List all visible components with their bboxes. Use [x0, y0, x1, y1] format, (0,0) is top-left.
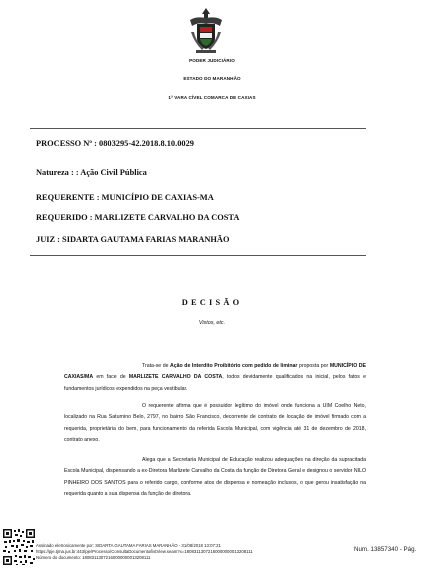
- juiz: JUIZ : SIDARTA GAUTAMA FARIAS MARANHÃO: [36, 235, 230, 244]
- requerido: REQUERIDO : MARLIZETE CARVALHO DA COSTA: [36, 213, 240, 222]
- paragraph-1: Trata-se de Ação de Interdito Proibitório com pedido de liminar proposta por MUNICÍPIO DE CAXIAS/MA em face de MARLIZETE CARVALHO DA COSTA, todos devidamente qualificados na inicial, pelos fatos e fundamentos jurídicos expendidos na peça vestibular.: [64, 363, 367, 392]
- vistos-text: Vistos, etc.: [198, 320, 226, 326]
- document-link[interactable]: https://pje.tjma.jus.br:443/pje/Processo/ConsultaDocumento/listView.seam?x=18083113072160000000013208111: [36, 549, 253, 554]
- paragraph-2: O requerente afirma que é possuidor legítimo do imóvel onde funciona a UIM Coelho Neto, localizado na Rua Saturnino Belo, 2797, no bairro São Francisco, decorrente de contrato de locação de imóvel firmado com a requerida, proprietária do bem, para funcionamento da referida Escola Municipal, com vigência até 31 de dezembro de 2018, contrato anexo.: [64, 403, 366, 444]
- divider: [30, 128, 366, 129]
- decision-title: DECISÃO: [181, 298, 243, 307]
- document-number: Número do documento: 18083113072160000000013208111: [36, 555, 151, 560]
- paragraph-3: Alega que a Secretaria Municipal de Educação realizou adequações na direção da supracitada Escola Municipal, dispensando a ex-Diretora Marlizete Carvalho da Costa da função de Diretora Geral e designou o servidor NILO PINHEIRO DOS SANTOS para o referido cargo, conforme atos de dispensa e nomeação inclusos, o que gerou insatisfação na requerida quanto a sua dispensa da função de diretora.: [64, 457, 366, 498]
- qr-code-icon: [2, 528, 36, 566]
- page-number: Num. 13857340 - Pág.: [354, 546, 417, 553]
- natureza: Natureza : : Ação Civil Pública: [36, 168, 147, 177]
- coat-of-arms-icon: [186, 6, 226, 54]
- header-vara: 1ª VARA CÍVEL COMARCA DE CAXIAS: [168, 95, 256, 100]
- header-estado: ESTADO DO MARANHÃO: [183, 76, 241, 81]
- header-poder-judiciario: PODER JUDICIÁRIO: [189, 58, 235, 63]
- processo-number: PROCESSO Nº : 0803295-42.2018.8.10.0029: [36, 139, 194, 148]
- requerente: REQUERENTE : MUNICÍPIO DE CAXIAS-MA: [36, 193, 214, 202]
- signature-line: Assinado eletronicamente por: SIDARTA GAUTAMA FARIAS MARANHÃO - 31/08/2018 13:07:21: [36, 543, 221, 548]
- divider: [30, 255, 366, 256]
